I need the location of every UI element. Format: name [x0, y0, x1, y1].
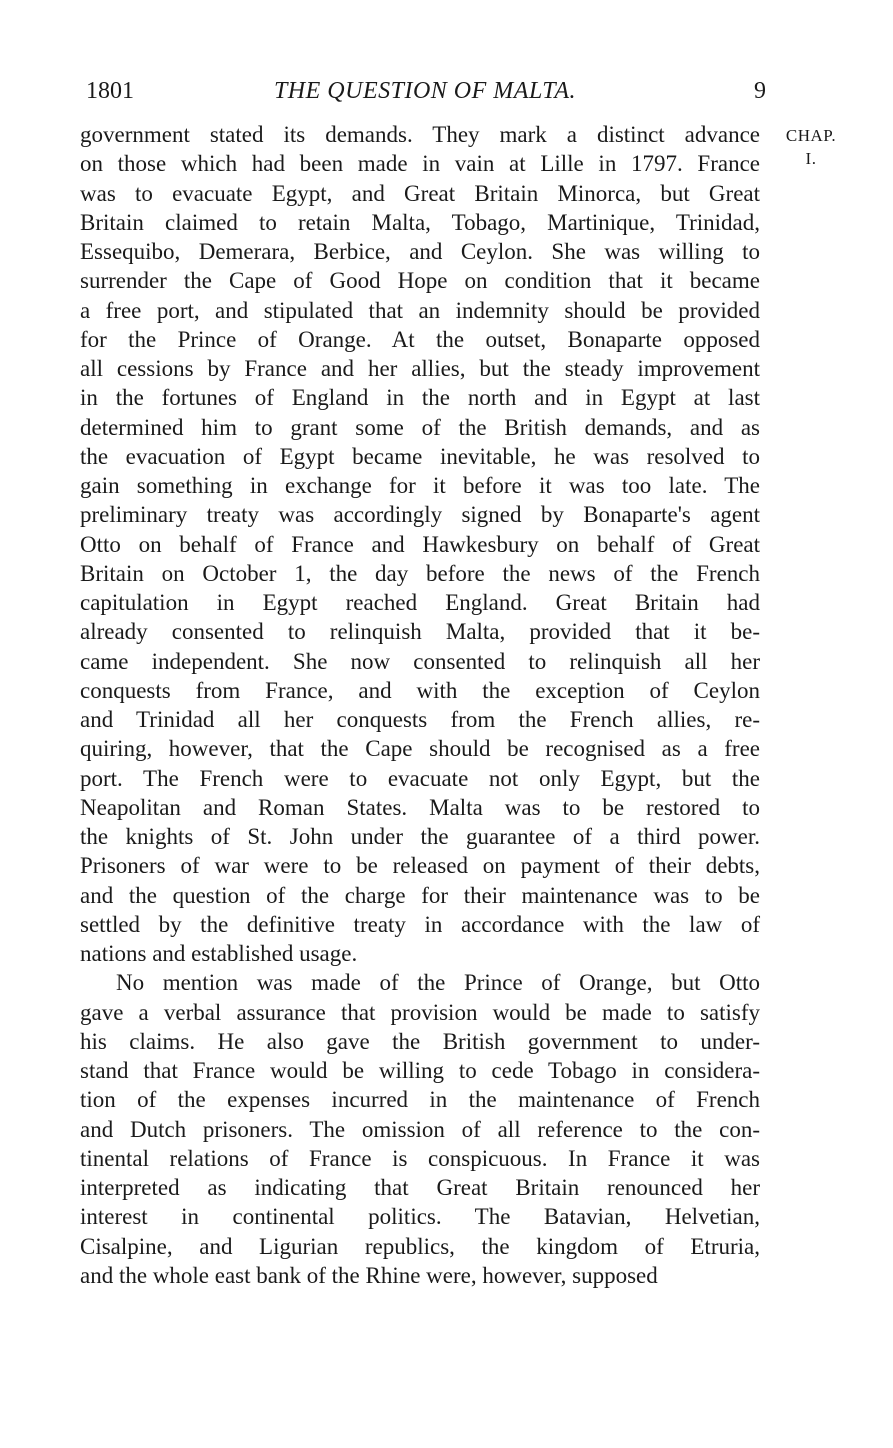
- text-line: conquests from France, and with the exception of Ceylon: [80, 677, 760, 703]
- text-line: a free port, and stipulated that an indemnity should be provided: [80, 297, 760, 323]
- text-line: settled by the definitive treaty in accordance with the law of: [80, 911, 760, 937]
- body-text: [80, 120, 760, 1290]
- text-line: interest in continental politics. The Batavian, Helvetian,: [80, 1204, 760, 1230]
- text-line: was to evacuate Egypt, and Great Britain Minorca, but Great: [80, 180, 760, 206]
- text-line: Essequibo, Demerara, Berbice, and Ceylon. She was willing to: [80, 239, 760, 264]
- text-line: on those which had been made in vain at Lille in 1797. France: [80, 151, 760, 177]
- text-line: and Dutch prisoners. The omission of all reference to the con-: [80, 1116, 760, 1142]
- text-line: Britain claimed to retain Malta, Tobago, Martinique, Trinidad,: [80, 209, 760, 235]
- chapter-label: CHAP.: [785, 126, 837, 145]
- header-year: 1801: [86, 78, 134, 104]
- text-line: gain something in exchange for it before it was too late. The: [80, 473, 760, 498]
- text-line: preliminary treaty was accordingly signed by Bonaparte's agent: [80, 502, 760, 528]
- text-line: came independent. She now consented to relinquish all her: [80, 648, 760, 674]
- text-line: tinental relations of France is conspicuous. In France it was: [80, 1145, 760, 1171]
- text-line: and the whole east bank of the Rhine were, however, supposed: [80, 1262, 658, 1288]
- text-line: Otto on behalf of France and Hawkesbury on behalf of Great: [80, 531, 760, 557]
- paragraph: [80, 120, 760, 968]
- text-line: for the Prince of Orange. At the outset, Bonaparte opposed: [80, 326, 760, 352]
- text-line: capitulation in Egypt reached England. Great Britain had: [80, 590, 760, 615]
- text-line: No mention was made of the Prince of Orange, but Otto: [116, 970, 760, 996]
- page-number: 9: [754, 78, 766, 104]
- text-line: nations and established usage.: [80, 941, 358, 966]
- text-line: and the question of the charge for their maintenance was to be: [80, 882, 760, 908]
- text-line: the evacuation of Egypt became inevitable, he was resolved to: [80, 443, 760, 469]
- chapter-margin-note: [775, 124, 847, 170]
- text-line: his claims. He also gave the British government to under-: [80, 1028, 760, 1054]
- header-title: THE QUESTION OF MALTA.: [273, 78, 577, 104]
- text-line: determined him to grant some of the British demands, and as: [80, 414, 760, 440]
- text-line: the knights of St. John under the guarantee of a third power.: [80, 824, 760, 849]
- chapter-number: I.: [805, 149, 817, 168]
- text-line: interpreted as indicating that Great Britain renounced her: [80, 1175, 760, 1200]
- text-line: stand that France would be willing to cede Tobago in considera-: [80, 1058, 760, 1083]
- text-line: Prisoners of war were to be released on payment of their debts,: [80, 853, 760, 879]
- text-line: government stated its demands. They mark a distinct advance: [80, 122, 760, 147]
- text-line: quiring, however, that the Cape should be recognised as a free: [80, 736, 760, 762]
- text-line: Cisalpine, and Ligurian republics, the kingdom of Etruria,: [80, 1233, 760, 1259]
- text-line: already consented to relinquish Malta, provided that it be-: [80, 619, 760, 645]
- paragraph: [80, 968, 760, 1290]
- text-line: surrender the Cape of Good Hope on condition that it became: [80, 268, 760, 294]
- text-line: gave a verbal assurance that provision would be made to satisfy: [80, 999, 760, 1025]
- text-line: and Trinidad all her conquests from the French allies, re-: [80, 707, 760, 732]
- text-line: all cessions by France and her allies, but the steady improvement: [80, 356, 760, 381]
- text-line: Neapolitan and Roman States. Malta was to be restored to: [80, 794, 760, 820]
- text-line: tion of the expenses incurred in the maintenance of French: [80, 1087, 760, 1113]
- text-line: Britain on October 1, the day before the news of the French: [80, 560, 760, 586]
- running-header: [80, 78, 770, 110]
- text-line: in the fortunes of England in the north and in Egypt at last: [80, 385, 760, 411]
- text-line: port. The French were to evacuate not only Egypt, but the: [80, 765, 760, 791]
